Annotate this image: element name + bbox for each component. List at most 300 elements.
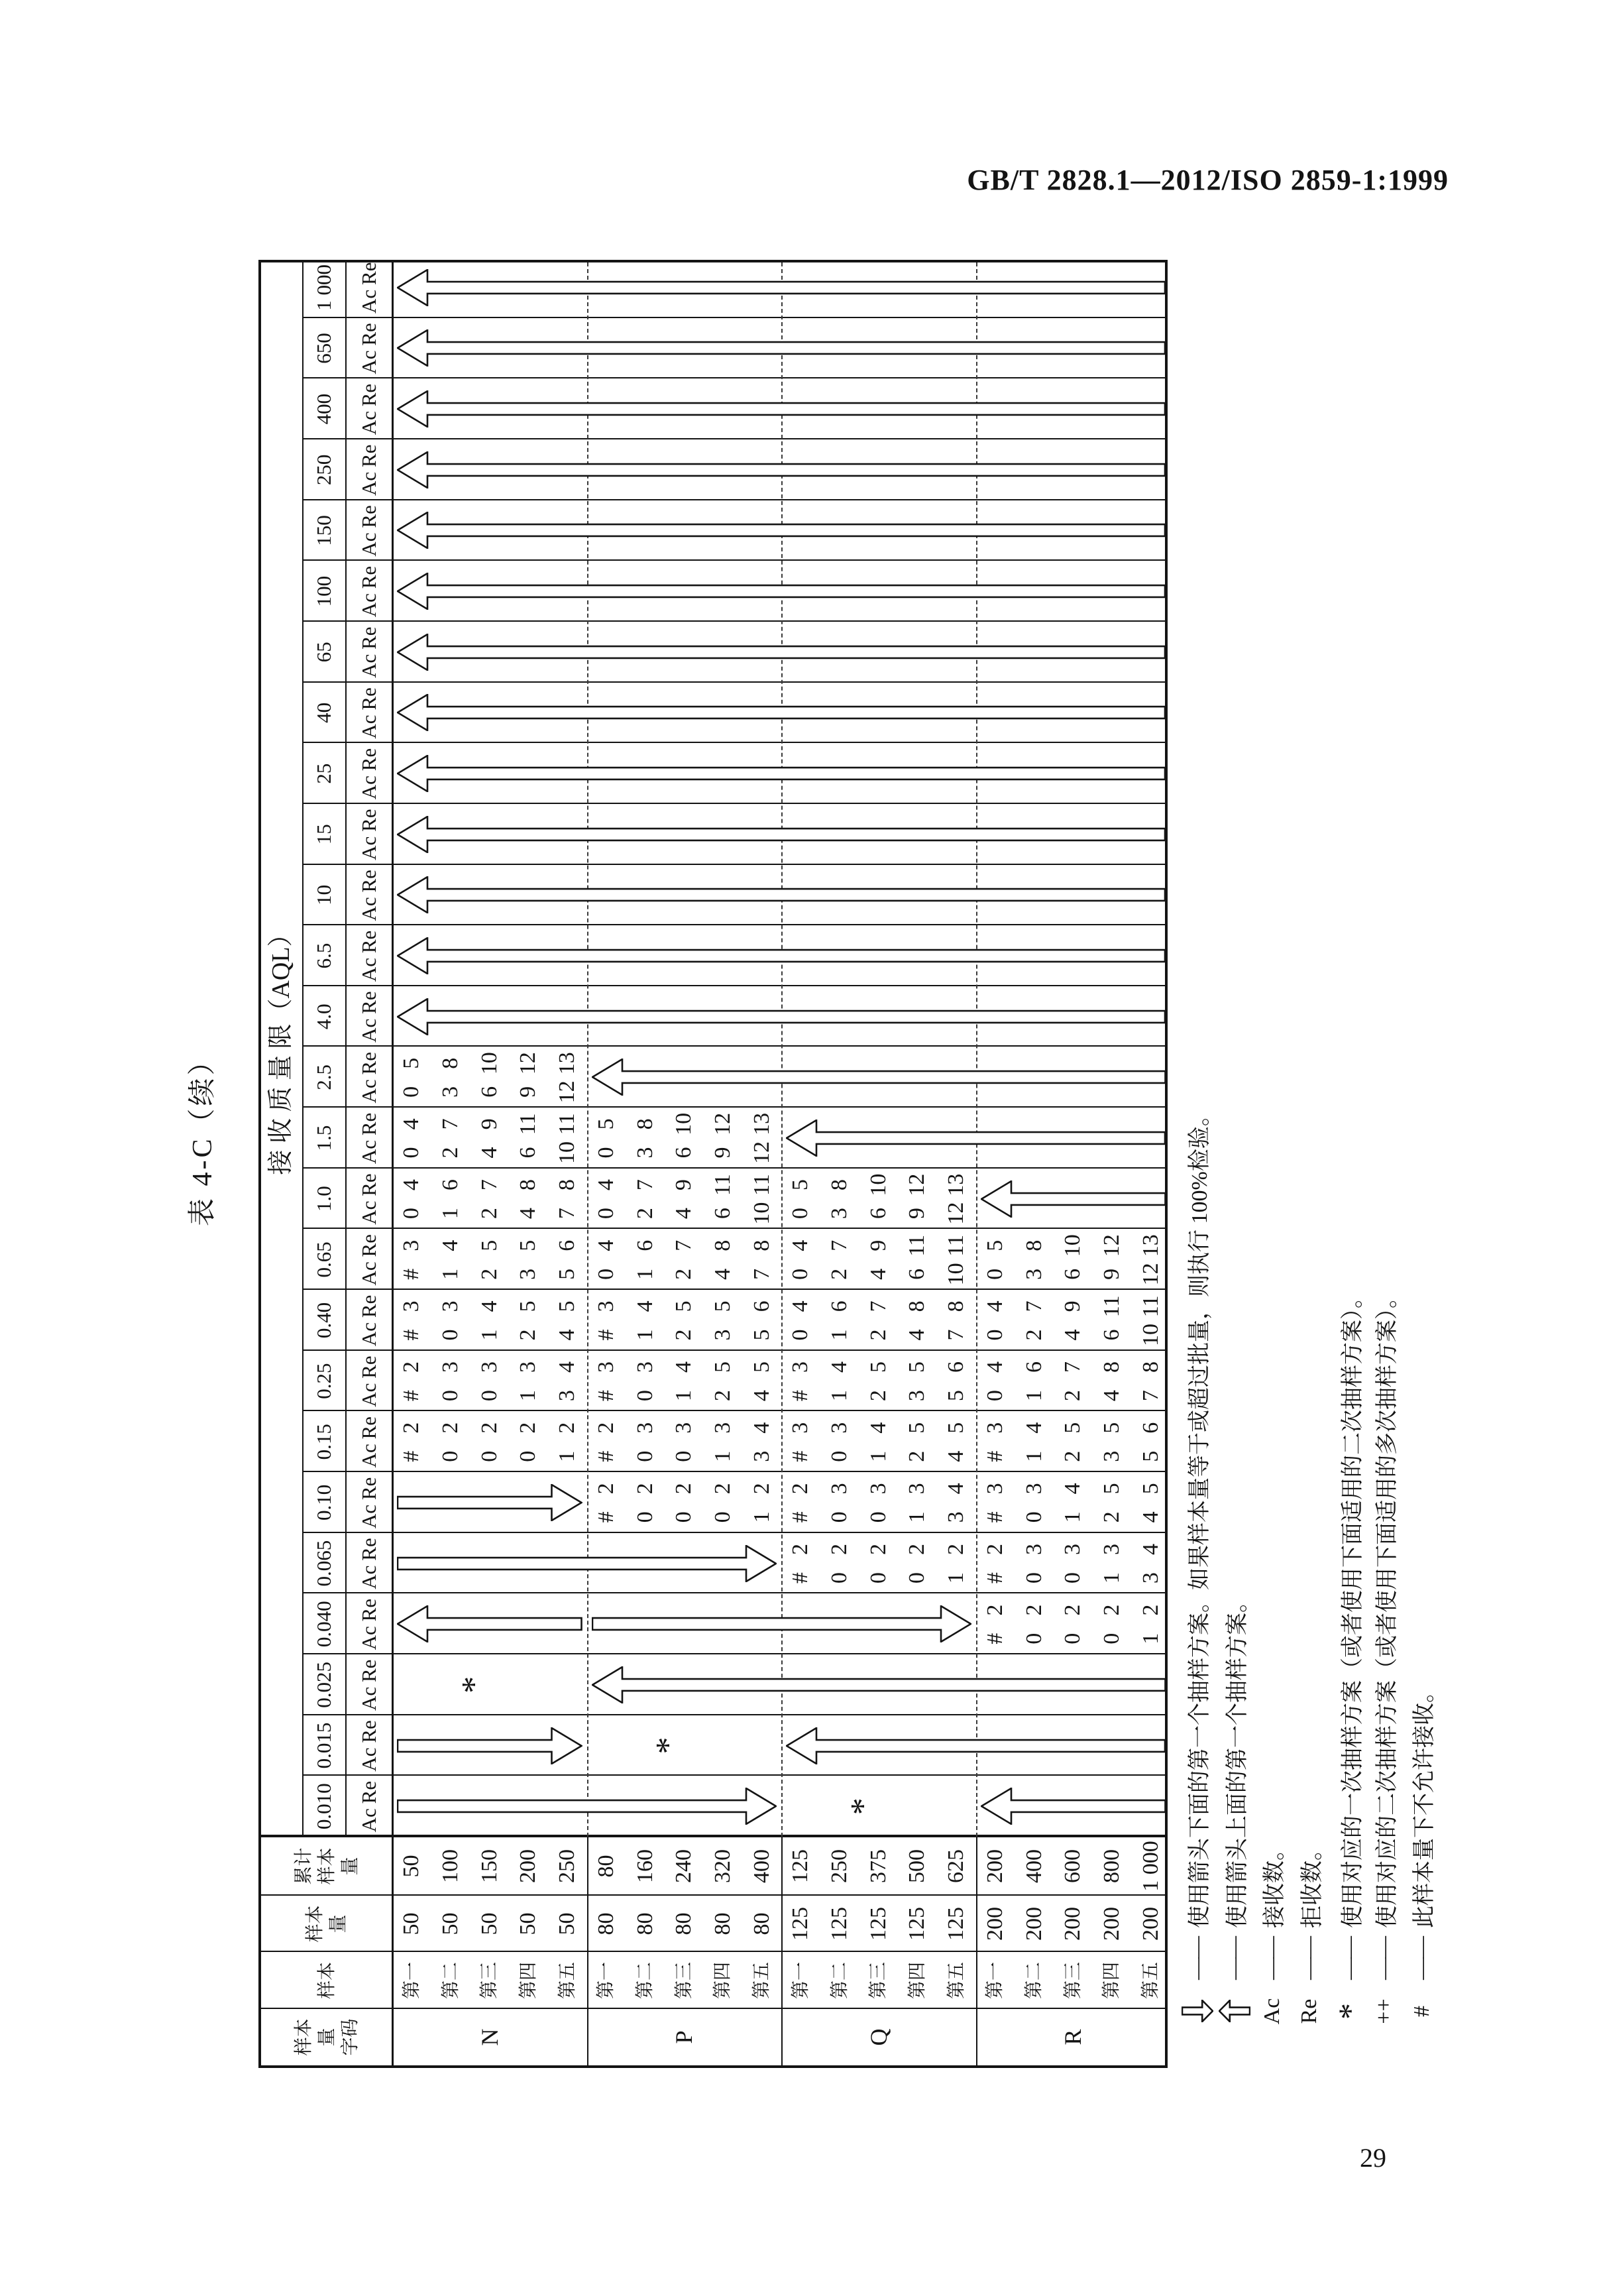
aql-value-label: 65 bbox=[311, 642, 335, 663]
re-sublabel: Re bbox=[357, 262, 380, 285]
group-separator-dashed bbox=[587, 262, 590, 1837]
code-letter: Q bbox=[865, 2028, 892, 2046]
ac-value: 10 bbox=[944, 1263, 969, 1286]
ac-value: 1 bbox=[749, 1511, 774, 1523]
re-value: 12 bbox=[516, 1052, 541, 1075]
re-sublabel: Re bbox=[357, 1294, 380, 1318]
ac-value: 2 bbox=[632, 1208, 657, 1220]
sample-label: 第三 bbox=[868, 1962, 889, 2000]
sample-size-value: 125 bbox=[865, 1907, 891, 1941]
group-separator-dashed bbox=[781, 262, 784, 1837]
aql-value-label: 6.5 bbox=[311, 943, 335, 969]
re-value: 5 bbox=[905, 1422, 930, 1434]
re-value: 3 bbox=[982, 1483, 1007, 1495]
legend-entry bbox=[1256, 1838, 1288, 2043]
ac-value: 2 bbox=[710, 1390, 735, 1402]
ac-value: 9 bbox=[1099, 1268, 1124, 1280]
re-value: 8 bbox=[1138, 1361, 1163, 1373]
re-value: 3 bbox=[516, 1361, 541, 1373]
ac-value: 1 bbox=[710, 1450, 735, 1462]
use-plan-above-arrow bbox=[592, 1666, 1166, 1703]
ac-value: 9 bbox=[710, 1147, 735, 1159]
grid-vline bbox=[302, 1592, 1165, 1593]
re-value: 6 bbox=[749, 1300, 774, 1312]
re-value: 2 bbox=[593, 1422, 618, 1434]
cumulative-size-value: 400 bbox=[749, 1849, 774, 1883]
use-plan-above-arrow bbox=[397, 1605, 582, 1642]
sample-label: 第四 bbox=[1101, 1962, 1123, 2000]
ac-value: 0 bbox=[399, 1147, 424, 1159]
cumulative-size-value: 250 bbox=[827, 1849, 852, 1883]
use-plan-above-arrow bbox=[397, 694, 1166, 731]
re-value: 3 bbox=[593, 1361, 618, 1373]
ac-value: 2 bbox=[438, 1147, 463, 1159]
re-value: 2 bbox=[476, 1422, 502, 1434]
sample-label: 第四 bbox=[712, 1962, 734, 2000]
re-value: 3 bbox=[788, 1361, 813, 1373]
ac-value: 1 bbox=[1099, 1572, 1124, 1584]
grid-vline bbox=[302, 377, 1165, 378]
re-value: 6 bbox=[1021, 1361, 1046, 1373]
ac-value: 4 bbox=[710, 1268, 735, 1280]
grid-vline bbox=[302, 1046, 1165, 1047]
ac-value: 0 bbox=[593, 1268, 618, 1280]
re-value: 3 bbox=[827, 1422, 852, 1434]
re-value: 11 bbox=[516, 1113, 541, 1135]
aql-header: 接 收 质 量 限（AQL） bbox=[267, 921, 296, 1175]
ac-value: # bbox=[982, 1450, 1007, 1462]
ac-value: 2 bbox=[1060, 1390, 1085, 1402]
ac-value: 6 bbox=[710, 1208, 735, 1220]
legend-dash: —— bbox=[1259, 1937, 1284, 1980]
re-value: 7 bbox=[476, 1179, 502, 1191]
ac-sublabel: Ac bbox=[357, 471, 380, 496]
ac-value: 1 bbox=[1021, 1450, 1046, 1462]
sample-label: 第三 bbox=[673, 1962, 694, 2000]
cumulative-size-value: 250 bbox=[555, 1849, 580, 1883]
grid-vline bbox=[302, 864, 1165, 865]
ac-value: 0 bbox=[982, 1390, 1007, 1402]
cumulative-size-value: 1 000 bbox=[1138, 1841, 1163, 1892]
ac-value: 1 bbox=[671, 1390, 696, 1402]
re-sublabel: Re bbox=[357, 930, 380, 954]
re-value: 13 bbox=[749, 1112, 774, 1135]
column-header-sample-size: 样本 量 bbox=[305, 1905, 349, 1943]
ac-value: 4 bbox=[476, 1147, 502, 1159]
ac-sublabel: Ac bbox=[357, 1140, 380, 1165]
ac-value: 12 bbox=[944, 1202, 969, 1225]
re-value: 8 bbox=[1099, 1361, 1124, 1373]
re-value: 2 bbox=[671, 1483, 696, 1495]
ac-value: # bbox=[788, 1511, 813, 1523]
ac-value: 0 bbox=[671, 1450, 696, 1462]
ac-sublabel: Ac bbox=[357, 1504, 380, 1529]
ac-value: 2 bbox=[671, 1268, 696, 1280]
grid-vline bbox=[302, 1714, 1165, 1715]
ac-value: 5 bbox=[944, 1390, 969, 1402]
sample-label: 第一 bbox=[790, 1962, 811, 2000]
grid-hline bbox=[302, 262, 304, 1837]
re-value: 8 bbox=[827, 1179, 852, 1191]
ac-value: 9 bbox=[516, 1086, 541, 1098]
sample-label: 第五 bbox=[557, 1962, 578, 2000]
re-value: 2 bbox=[1099, 1604, 1124, 1616]
ac-value: 2 bbox=[516, 1329, 541, 1341]
aql-value-label: 0.65 bbox=[311, 1241, 335, 1278]
re-value: 2 bbox=[1021, 1604, 1046, 1616]
cumulative-size-value: 800 bbox=[1099, 1849, 1124, 1883]
cumulative-size-value: 200 bbox=[516, 1849, 541, 1883]
re-value: 3 bbox=[476, 1361, 502, 1373]
re-value: 2 bbox=[516, 1422, 541, 1434]
re-value: 11 bbox=[749, 1174, 774, 1196]
re-value: 6 bbox=[438, 1179, 463, 1191]
ac-value: 10 bbox=[555, 1141, 580, 1164]
use-single-plan-star: * bbox=[649, 1737, 688, 1754]
legend-text: 使用对应的一次抽样方案（或者使用下面适用的二次抽样方案）。 bbox=[1340, 1286, 1365, 1928]
re-value: 4 bbox=[438, 1239, 463, 1251]
re-value: 7 bbox=[827, 1239, 852, 1251]
sample-size-value: 50 bbox=[516, 1912, 541, 1935]
ac-value: 6 bbox=[1060, 1268, 1085, 1280]
re-value: 3 bbox=[632, 1361, 657, 1373]
ac-sublabel: Ac bbox=[357, 1626, 380, 1650]
grid-vline bbox=[302, 1774, 1165, 1776]
ac-sublabel: Ac bbox=[357, 715, 380, 739]
re-value: 8 bbox=[632, 1118, 657, 1130]
ac-sublabel: Ac bbox=[357, 411, 380, 435]
grid-vline bbox=[302, 1349, 1165, 1351]
use-plan-below-arrow bbox=[397, 1545, 777, 1582]
grid-vline bbox=[302, 1532, 1165, 1533]
sample-size-value: 80 bbox=[749, 1912, 774, 1935]
re-value: 5 bbox=[905, 1361, 930, 1373]
ac-value: 0 bbox=[1060, 1633, 1085, 1644]
re-value: 7 bbox=[632, 1179, 657, 1191]
sample-label: 第三 bbox=[479, 1962, 500, 2000]
ac-sublabel: Ac bbox=[357, 593, 380, 618]
re-value: 6 bbox=[1138, 1422, 1163, 1434]
ac-value: 1 bbox=[555, 1450, 580, 1462]
re-value: 7 bbox=[1021, 1300, 1046, 1312]
aql-value-label: 650 bbox=[311, 333, 335, 364]
re-value: 3 bbox=[710, 1422, 735, 1434]
aql-value-label: 40 bbox=[311, 702, 335, 723]
ac-value: 6 bbox=[1099, 1329, 1124, 1341]
ac-value: 3 bbox=[905, 1390, 930, 1402]
aql-value-label: 1.5 bbox=[311, 1125, 335, 1151]
cumulative-size-value: 125 bbox=[788, 1849, 813, 1883]
ac-value: 6 bbox=[905, 1268, 930, 1280]
re-value: 8 bbox=[516, 1179, 541, 1191]
ac-value: 10 bbox=[1138, 1323, 1163, 1346]
sample-size-value: 125 bbox=[944, 1907, 969, 1941]
cumulative-size-value: 150 bbox=[476, 1849, 502, 1883]
sample-label: 第五 bbox=[1140, 1962, 1162, 2000]
cumulative-size-value: 240 bbox=[671, 1849, 696, 1883]
re-sublabel: Re bbox=[357, 444, 380, 467]
ac-value: 0 bbox=[905, 1572, 930, 1584]
re-value: 2 bbox=[593, 1483, 618, 1495]
ac-value: 5 bbox=[1138, 1450, 1163, 1462]
sample-size-value: 200 bbox=[1099, 1907, 1124, 1941]
re-sublabel: Re bbox=[357, 1477, 380, 1501]
grid-vline bbox=[302, 1410, 1165, 1411]
re-value: 12 bbox=[1099, 1234, 1124, 1257]
ac-value: 2 bbox=[1060, 1450, 1085, 1462]
re-value: 8 bbox=[944, 1300, 969, 1312]
use-plan-above-arrow bbox=[397, 573, 1166, 610]
re-value: 3 bbox=[671, 1422, 696, 1434]
legend-entry bbox=[1219, 1590, 1251, 2043]
legend-symbol: Re bbox=[1297, 1998, 1321, 2024]
sample-label: 第五 bbox=[751, 1962, 773, 2000]
rotated-table-block bbox=[188, 258, 1451, 2068]
re-value: 5 bbox=[710, 1300, 735, 1312]
use-plan-above-arrow bbox=[397, 755, 1166, 792]
grid-vline bbox=[302, 1167, 1165, 1169]
use-plan-above-arrow bbox=[397, 816, 1166, 853]
re-value: 5 bbox=[865, 1361, 891, 1373]
grid-vline bbox=[302, 438, 1165, 439]
re-value: 3 bbox=[827, 1483, 852, 1495]
re-sublabel: Re bbox=[357, 1234, 380, 1257]
ac-value: 0 bbox=[788, 1329, 813, 1341]
re-value: 4 bbox=[1138, 1544, 1163, 1555]
ac-value: 4 bbox=[944, 1450, 969, 1462]
re-value: 2 bbox=[982, 1604, 1007, 1616]
re-value: 6 bbox=[632, 1239, 657, 1251]
re-sublabel: Re bbox=[357, 626, 380, 650]
cumulative-size-value: 625 bbox=[944, 1849, 969, 1883]
grid-vline bbox=[302, 1106, 1165, 1108]
sample-label: 第一 bbox=[985, 1962, 1006, 2000]
aql-value-label: 0.25 bbox=[311, 1363, 335, 1399]
re-value: 10 bbox=[1060, 1234, 1085, 1257]
re-value: 3 bbox=[632, 1422, 657, 1434]
ac-value: 0 bbox=[476, 1450, 502, 1462]
legend-entry bbox=[1331, 1286, 1369, 2043]
legend-dash: —— bbox=[1222, 1937, 1246, 1980]
aql-value-label: 15 bbox=[311, 824, 335, 845]
ac-value: 0 bbox=[1021, 1511, 1046, 1523]
legend-dash: —— bbox=[1372, 1937, 1396, 1980]
legend-entry bbox=[1181, 1104, 1213, 2043]
ac-value: 1 bbox=[944, 1572, 969, 1584]
grid-vline bbox=[302, 499, 1165, 500]
grid-vline bbox=[302, 1228, 1165, 1229]
ac-value: 1 bbox=[476, 1329, 502, 1341]
re-value: 7 bbox=[1060, 1361, 1085, 1373]
aql-value-label: 0.065 bbox=[311, 1540, 335, 1587]
sample-size-value: 50 bbox=[555, 1912, 580, 1935]
ac-value: 6 bbox=[476, 1086, 502, 1098]
grid-vline bbox=[302, 1471, 1165, 1472]
use-single-plan-star: * bbox=[455, 1676, 493, 1693]
ac-value: 4 bbox=[1060, 1329, 1085, 1341]
grid-vline bbox=[302, 559, 1165, 561]
re-value: 3 bbox=[982, 1422, 1007, 1434]
cumulative-size-value: 400 bbox=[1021, 1849, 1046, 1883]
cumulative-size-value: 80 bbox=[593, 1855, 618, 1878]
re-value: 4 bbox=[399, 1118, 424, 1130]
ac-value: 5 bbox=[749, 1329, 774, 1341]
ac-value: 0 bbox=[982, 1329, 1007, 1341]
re-sublabel: Re bbox=[357, 1355, 380, 1379]
cumulative-size-value: 200 bbox=[982, 1849, 1007, 1883]
cumulative-size-value: 600 bbox=[1060, 1849, 1085, 1883]
ac-value: 12 bbox=[1138, 1263, 1163, 1286]
sample-size-value: 200 bbox=[1021, 1907, 1046, 1941]
aql-value-label: 25 bbox=[311, 763, 335, 784]
re-value: 2 bbox=[555, 1422, 580, 1434]
ac-value: # bbox=[982, 1511, 1007, 1523]
ac-sublabel: Ac bbox=[357, 1079, 380, 1104]
aql-value-label: 0.10 bbox=[311, 1484, 335, 1521]
re-value: 2 bbox=[632, 1483, 657, 1495]
ac-value: 2 bbox=[905, 1450, 930, 1462]
ac-sublabel: Ac bbox=[357, 1565, 380, 1589]
legend-dash: —— bbox=[1409, 1937, 1434, 1980]
use-plan-above-arrow bbox=[786, 1119, 1166, 1157]
re-value: 6 bbox=[827, 1300, 852, 1312]
ac-value: 1 bbox=[1021, 1390, 1046, 1402]
ac-value: 2 bbox=[476, 1208, 502, 1220]
ac-value: 7 bbox=[1138, 1390, 1163, 1402]
code-letter: R bbox=[1060, 2029, 1087, 2045]
use-plan-above-arrow bbox=[397, 269, 1166, 306]
ac-value: 3 bbox=[632, 1147, 657, 1159]
re-value: 13 bbox=[1138, 1234, 1163, 1257]
re-value: 9 bbox=[671, 1179, 696, 1191]
ac-value: # bbox=[593, 1390, 618, 1402]
re-value: 8 bbox=[438, 1057, 463, 1069]
use-plan-above-arrow bbox=[397, 998, 1166, 1035]
ac-value: 0 bbox=[1099, 1633, 1124, 1644]
ac-value: 1 bbox=[827, 1390, 852, 1402]
ac-value: 1 bbox=[516, 1390, 541, 1402]
aql-value-label: 1.0 bbox=[311, 1186, 335, 1212]
use-plan-above-arrow bbox=[397, 634, 1166, 671]
ac-value: 0 bbox=[865, 1511, 891, 1523]
re-value: 2 bbox=[905, 1544, 930, 1555]
aql-value-label: 0.040 bbox=[311, 1601, 335, 1648]
ac-value: 0 bbox=[399, 1086, 424, 1098]
ac-value: # bbox=[982, 1633, 1007, 1644]
ac-value: 1 bbox=[632, 1268, 657, 1280]
ac-value: 3 bbox=[710, 1329, 735, 1341]
ac-sublabel: Ac bbox=[357, 775, 380, 800]
re-value: 4 bbox=[788, 1300, 813, 1312]
re-value: 4 bbox=[865, 1422, 891, 1434]
re-sublabel: Re bbox=[357, 1416, 380, 1440]
re-sublabel: Re bbox=[357, 565, 380, 589]
re-value: 3 bbox=[865, 1483, 891, 1495]
re-value: 4 bbox=[788, 1239, 813, 1251]
re-value: 5 bbox=[1060, 1422, 1085, 1434]
ac-value: 3 bbox=[944, 1511, 969, 1523]
use-plan-above-arrow bbox=[397, 876, 1166, 913]
re-value: 4 bbox=[1021, 1422, 1046, 1434]
ac-value: 0 bbox=[632, 1511, 657, 1523]
re-value: 5 bbox=[593, 1118, 618, 1130]
legend-entry bbox=[1368, 1286, 1401, 2043]
legend-text: 使用箭头下面的第一个抽样方案。如果样本量等于或超过批量，则执行 100%检验。 bbox=[1187, 1104, 1212, 1928]
ac-sublabel: Ac bbox=[357, 897, 380, 921]
sample-size-value: 200 bbox=[982, 1907, 1007, 1941]
sampling-plan-table bbox=[258, 260, 1168, 2068]
re-value: 4 bbox=[982, 1361, 1007, 1373]
ac-value: # bbox=[593, 1511, 618, 1523]
code-letter: P bbox=[671, 2030, 698, 2044]
re-value: 4 bbox=[827, 1361, 852, 1373]
re-value: 4 bbox=[476, 1300, 502, 1312]
ac-value: 2 bbox=[1099, 1511, 1124, 1523]
re-value: 5 bbox=[671, 1300, 696, 1312]
aql-value-label: 250 bbox=[311, 454, 335, 486]
re-value: 11 bbox=[1099, 1295, 1124, 1318]
re-value: 3 bbox=[1099, 1544, 1124, 1555]
re-value: 7 bbox=[865, 1300, 891, 1312]
re-value: 3 bbox=[905, 1483, 930, 1495]
re-value: 8 bbox=[749, 1239, 774, 1251]
sample-size-value: 80 bbox=[632, 1912, 657, 1935]
re-value: 7 bbox=[438, 1118, 463, 1130]
ac-value: 7 bbox=[944, 1329, 969, 1341]
ac-sublabel: Ac bbox=[357, 1747, 380, 1772]
use-plan-above-arrow bbox=[397, 937, 1166, 974]
re-value: 5 bbox=[1099, 1422, 1124, 1434]
re-value: 2 bbox=[1138, 1604, 1163, 1616]
sample-size-value: 80 bbox=[671, 1912, 696, 1935]
use-plan-above-arrow bbox=[397, 512, 1166, 549]
re-sublabel: Re bbox=[357, 809, 380, 832]
sample-label: 第五 bbox=[946, 1962, 967, 2000]
re-value: 10 bbox=[476, 1052, 502, 1075]
ac-value: 0 bbox=[438, 1329, 463, 1341]
re-value: 13 bbox=[555, 1052, 580, 1075]
column-header-cumulative-sample-size: 累计 样本 量 bbox=[293, 1847, 360, 1885]
aql-value-label: 400 bbox=[311, 393, 335, 425]
sample-label: 第三 bbox=[1062, 1962, 1083, 2000]
column-header-sample: 样本 bbox=[316, 1962, 337, 2000]
ac-value: 2 bbox=[865, 1329, 891, 1341]
use-plan-above-arrow bbox=[592, 1059, 1166, 1096]
ac-sublabel: Ac bbox=[357, 654, 380, 678]
sample-size-value: 50 bbox=[476, 1912, 502, 1935]
ac-sublabel: Ac bbox=[357, 1686, 380, 1711]
re-sublabel: Re bbox=[357, 1112, 380, 1136]
re-value: 5 bbox=[516, 1300, 541, 1312]
ac-value: # bbox=[788, 1390, 813, 1402]
re-value: 4 bbox=[632, 1300, 657, 1312]
use-single-plan-star: * bbox=[844, 1798, 882, 1815]
aql-value-label: 100 bbox=[311, 575, 335, 607]
grid-vline bbox=[302, 924, 1165, 925]
re-value: 3 bbox=[1060, 1544, 1085, 1555]
ac-value: 4 bbox=[865, 1268, 891, 1280]
use-plan-below-arrow bbox=[592, 1605, 971, 1642]
sample-size-value: 200 bbox=[1138, 1907, 1163, 1941]
legend-symbol: * bbox=[1331, 2003, 1368, 2020]
cumulative-size-value: 100 bbox=[438, 1849, 463, 1883]
use-plan-above-arrow bbox=[397, 329, 1166, 367]
re-value: 10 bbox=[671, 1112, 696, 1135]
ac-value: # bbox=[788, 1572, 813, 1584]
ac-value: 3 bbox=[827, 1208, 852, 1220]
ac-value: 4 bbox=[516, 1208, 541, 1220]
re-value: 11 bbox=[710, 1174, 735, 1196]
